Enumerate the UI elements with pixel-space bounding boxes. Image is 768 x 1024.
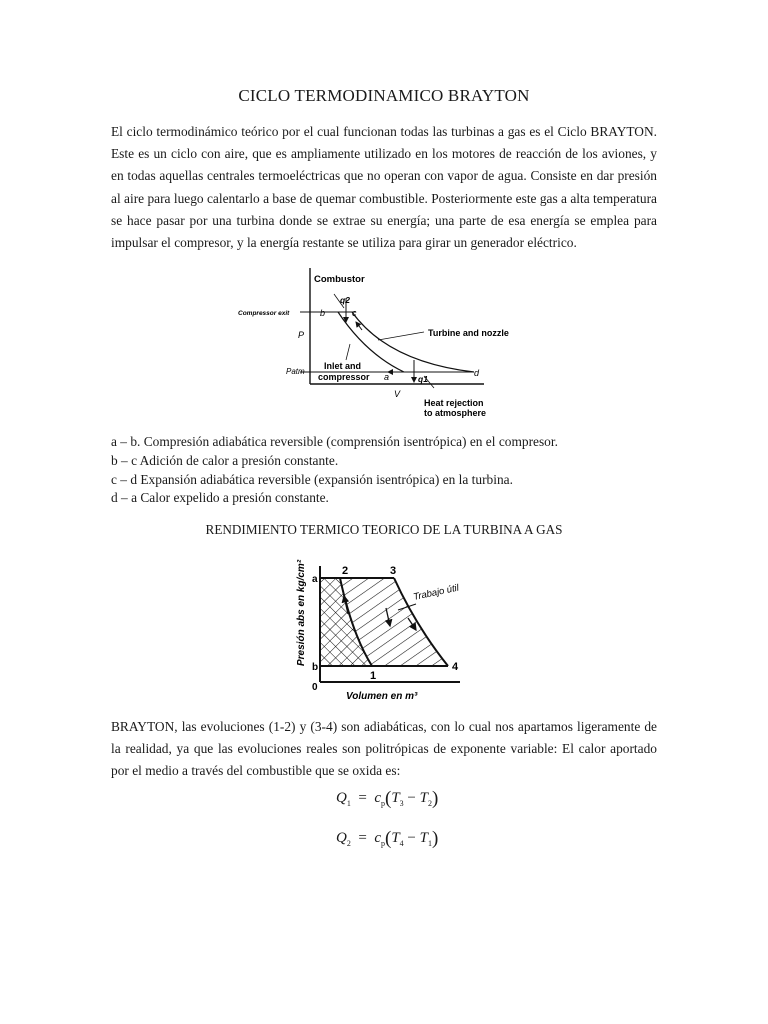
origin-0: 0: [312, 682, 318, 693]
label-c: c: [352, 308, 357, 318]
label-inlet: Inlet and: [324, 361, 362, 371]
label-p: P: [298, 330, 305, 340]
xlabel-volumen: Volumen en m³: [346, 691, 418, 702]
brayton-pv-diagram: [238, 264, 528, 424]
point-b: b: [312, 662, 319, 673]
label-turbine-nozzle: Turbine and nozzle: [428, 328, 509, 338]
document-title: CICLO TERMODINAMICO BRAYTON: [238, 86, 530, 105]
label-b: b: [320, 308, 326, 318]
label-patm: Patm: [286, 367, 305, 376]
label-d: d: [474, 368, 480, 378]
label-a: a: [384, 372, 390, 382]
label-heat-rejection: Heat rejection: [424, 398, 484, 408]
step-cd: c – d Expansión adiabática reversible (expansión isentrópica) en la turbina.: [111, 471, 513, 487]
gas-turbine-pv-diagram: [290, 556, 470, 706]
label-compressor: compressor: [318, 372, 370, 382]
point-4: 4: [452, 661, 459, 673]
section-subtitle: RENDIMIENTO TERMICO TEORICO DE LA TURBINA A GAS: [205, 522, 563, 537]
step-ab: a – b. Compresión adiabática reversible (comprensión isentrópica) en el compresor.: [111, 434, 558, 449]
point-2: 2: [342, 565, 349, 577]
expansion-curve: [352, 312, 474, 372]
second-paragraph: BRAYTON, las evoluciones (1-2) y (3-4) son adiabáticas, con lo cual nos apartamos ligeramente de la realidad, ya que las evoluciones reales son politrópicas de exponente variable: El calor aportado por el medio a través del combustible que se oxida es:: [111, 719, 657, 779]
equation-q1: $Q_1 = c_p(T_3 - T_2)$: [336, 788, 439, 809]
process-steps-list: [111, 433, 671, 508]
label-q2: q2: [340, 295, 350, 305]
ylabel-presion: Presión abs en kg/cm²: [296, 559, 307, 666]
label-combustor: Combustor: [314, 274, 365, 285]
label-to-atmosphere: to atmosphere: [424, 408, 487, 418]
label-trabajo-util: Trabajo útil: [412, 582, 460, 603]
point-3: 3: [390, 565, 397, 577]
point-1: 1: [370, 670, 377, 682]
step-da: d – a Calor expelido a presión constante.: [111, 490, 329, 506]
label-v: V: [394, 389, 401, 399]
equation-q2: $Q_2 = c_p(T_4 - T_1)$: [336, 828, 439, 849]
intro-paragraph: El ciclo termodinámico teórico por el cual funcionan todas las turbinas a gas es el Ciclo BRAYTON. Este es un ciclo con aire, que es ampliamente utilizado en los motores de reacción de los aviones, y en todas aquellas centrales termoeléctricas que no operan con vapor de agua. Consiste en dar presión al aire para luego calentarlo a base de quemar combustible. Posteriormente este gas a alta temperatura se hace pasar por una turbina donde se extrae su energía; una parte de esa energía se emplea para impulsar el compresor, y la energía restante se utiliza para girar un generador eléctrico.: [111, 124, 657, 251]
step-bc: b – c Adición de calor a presión constante.: [111, 452, 339, 468]
point-a: a: [312, 574, 318, 585]
label-q1: q1: [418, 374, 428, 384]
label-compressor-exit: Compressor exit: [238, 310, 290, 317]
